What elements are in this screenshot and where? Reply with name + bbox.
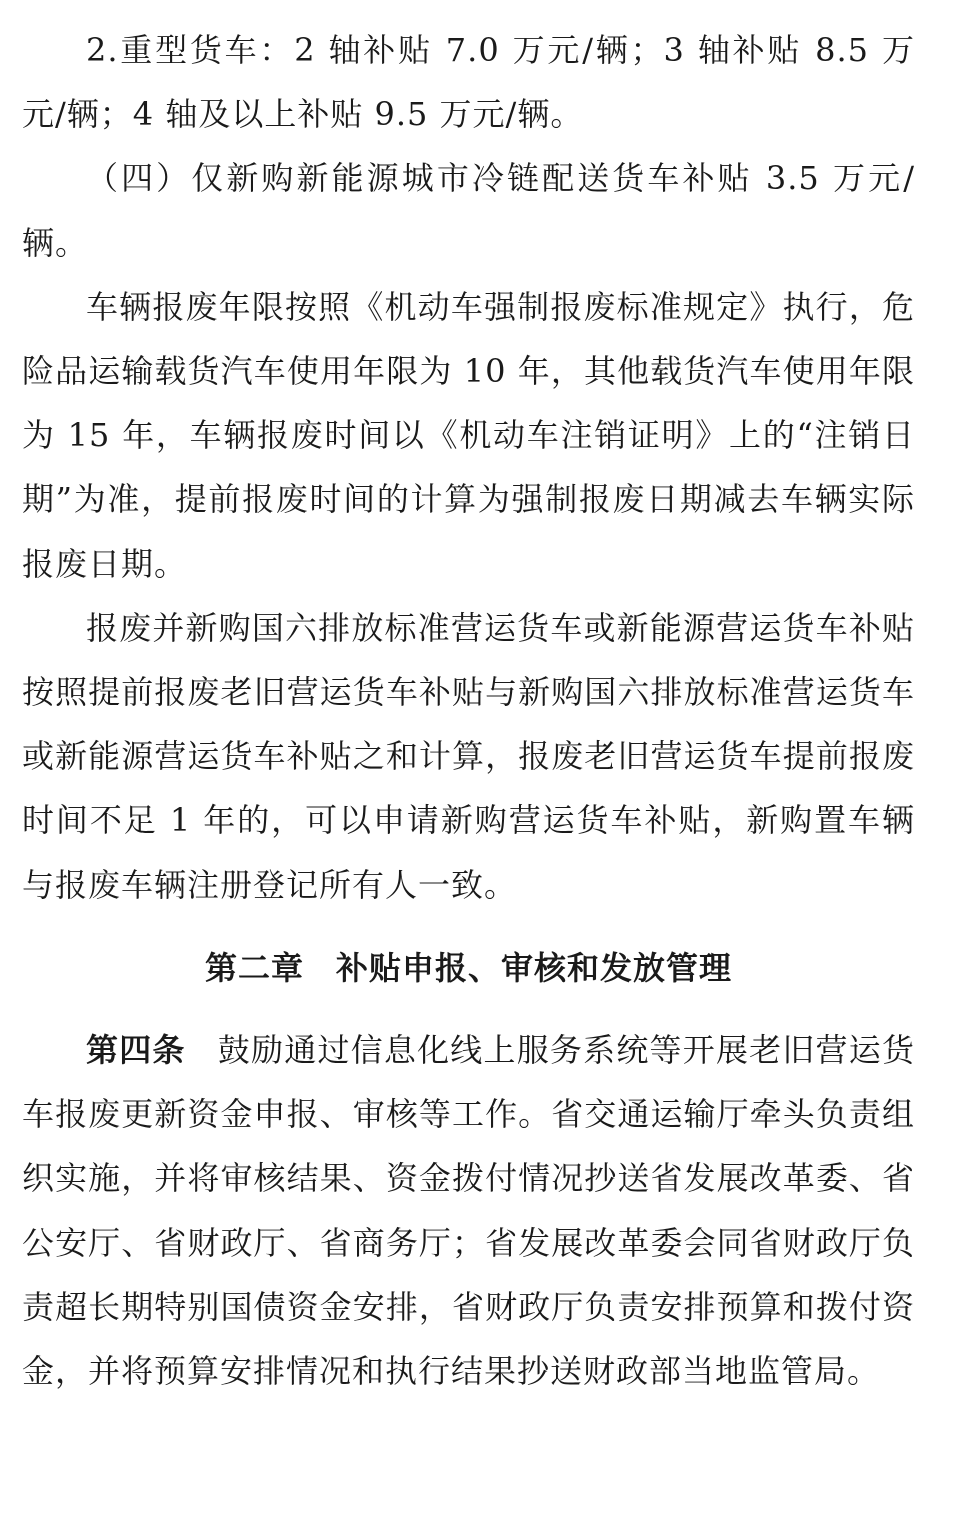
article-label: 第四条	[86, 1031, 186, 1070]
article-four	[22, 1018, 915, 1403]
article-text: 鼓励通过信息化线上服务系统等开展老旧营运货车报废更新资金申报、审核等工作。省交通运输厅牵头负责组织实施，并将审核结果、资金拨付情况抄送省发展改革委、省公安厅、省财政厅、省商务厅；省发展改革委会同省财政厅负责超长期特别国债资金安排，省财政厅负责安排预算和拨付资金，并将预算安排情况和执行结果抄送财政部当地监管局。	[22, 1031, 915, 1391]
chapter-title: 补贴申报、审核和发放管理	[336, 948, 733, 987]
chapter-heading	[22, 936, 915, 1000]
paragraph-scrap-period: 车辆报废年限按照《机动车强制报废标准规定》执行，危险品运输载货汽车使用年限为 10 年，其他载货汽车使用年限为 15 年，车辆报废时间以《机动车注销证明》上的“注销日期”为准，提前报废时间的计算为强制报废日期减去车辆实际报废日期。	[22, 287, 915, 583]
paragraph-heavy-truck-subsidy: 2.重型货车：2 轴补贴 7.0 万元/辆；3 轴补贴 8.5 万元/辆；4 轴及以上补贴 9.5 万元/辆。	[22, 31, 915, 134]
paragraph-combined-subsidy: 报废并新购国六排放标准营运货车或新能源营运货车补贴按照提前报废老旧营运货车补贴与新购国六排放标准营运货车或新能源营运货车补贴之和计算，报废老旧营运货车提前报废时间不足 1 年的，可以申请新购营运货车补贴，新购置车辆与报废车辆注册登记所有人一致。	[22, 608, 915, 904]
paragraph-cold-chain-subsidy: （四）仅新购新能源城市冷链配送货车补贴 3.5 万元/辆。	[22, 159, 915, 262]
document-page	[22, 18, 915, 1403]
chapter-number: 第二章	[204, 948, 304, 987]
